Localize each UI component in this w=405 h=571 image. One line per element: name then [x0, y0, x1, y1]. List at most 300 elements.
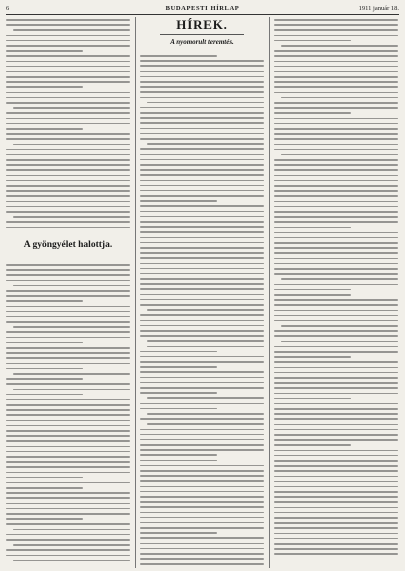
text-line — [13, 389, 130, 391]
text-line — [274, 55, 398, 57]
column-divider — [135, 17, 136, 568]
text-line — [6, 71, 130, 73]
text-line — [6, 164, 130, 166]
text-line — [147, 397, 264, 399]
text-line — [274, 553, 398, 555]
text-line — [6, 40, 130, 42]
text-line — [140, 543, 264, 545]
text-line — [140, 117, 264, 119]
section-rule — [160, 34, 244, 35]
text-line — [140, 439, 264, 441]
text-line — [140, 392, 217, 394]
text-line — [6, 466, 130, 468]
text-line — [6, 19, 130, 21]
text-line — [140, 294, 264, 296]
text-line — [274, 455, 398, 457]
text-line — [140, 185, 264, 187]
text-line — [274, 263, 398, 265]
text-line — [274, 408, 398, 410]
text-line — [140, 501, 264, 503]
text-line — [274, 180, 398, 182]
text-line — [140, 195, 264, 197]
column-divider — [269, 17, 270, 568]
text-line — [6, 461, 130, 463]
text-line — [6, 534, 130, 536]
article-headline: A nyomorult teremtés. — [170, 38, 234, 46]
text-line — [274, 507, 398, 509]
text-line — [274, 460, 398, 462]
text-line — [6, 154, 130, 156]
text-line — [140, 107, 264, 109]
text-line — [140, 496, 264, 498]
text-line — [274, 190, 398, 192]
text-line — [6, 138, 130, 140]
text-line — [13, 529, 130, 531]
text-line — [140, 512, 264, 514]
text-line — [274, 169, 398, 171]
text-line — [140, 205, 264, 207]
text-line — [274, 439, 398, 441]
text-line — [6, 290, 130, 292]
text-line — [140, 377, 264, 379]
text-line — [140, 216, 264, 218]
text-line — [140, 506, 264, 508]
text-line — [140, 122, 264, 124]
text-line — [140, 558, 264, 560]
text-line — [274, 538, 398, 540]
text-line — [6, 306, 130, 308]
text-line — [274, 356, 351, 358]
text-line — [274, 444, 351, 446]
text-line — [274, 206, 398, 208]
text-line — [274, 372, 398, 374]
masthead: BUDAPESTI HÍRLAP — [165, 5, 240, 12]
column-2 — [140, 17, 264, 568]
text-line — [274, 491, 398, 493]
text-line — [6, 76, 130, 78]
page-number: 6 — [6, 5, 10, 12]
text-line — [274, 284, 398, 286]
text-line — [274, 361, 398, 363]
text-line — [6, 497, 130, 499]
text-line — [274, 476, 398, 478]
text-line — [6, 61, 130, 63]
text-line — [274, 512, 398, 514]
text-line — [6, 50, 83, 52]
column-1 — [6, 17, 130, 568]
text-line — [6, 206, 130, 208]
text-line — [6, 97, 130, 99]
text-line — [274, 29, 398, 31]
text-line — [140, 273, 264, 275]
text-line — [6, 169, 130, 171]
text-line — [274, 450, 398, 452]
text-line — [140, 351, 217, 353]
text-line — [6, 295, 130, 297]
text-line — [147, 143, 264, 145]
text-line — [6, 404, 130, 406]
text-line — [6, 555, 130, 557]
text-line — [140, 371, 264, 373]
text-line — [6, 316, 130, 318]
text-line — [274, 258, 398, 260]
text-line — [140, 71, 264, 73]
text-line — [274, 299, 398, 301]
text-line — [140, 81, 264, 83]
text-line — [274, 335, 398, 337]
text-line — [274, 144, 398, 146]
text-line — [274, 429, 398, 431]
text-line — [140, 86, 264, 88]
text-line — [274, 133, 398, 135]
text-line — [13, 216, 130, 218]
text-line — [140, 449, 264, 451]
text-line — [140, 112, 264, 114]
text-line — [140, 169, 264, 171]
text-line — [6, 378, 83, 380]
text-line — [140, 60, 264, 62]
text-line — [274, 403, 398, 405]
text-line — [274, 247, 398, 249]
text-line — [274, 50, 398, 52]
text-line — [274, 470, 398, 472]
text-line — [6, 280, 130, 282]
text-line — [274, 418, 398, 420]
text-line — [274, 522, 398, 524]
text-line — [274, 128, 398, 130]
text-line — [6, 123, 130, 125]
text-line — [13, 144, 130, 146]
text-line — [6, 456, 130, 458]
text-line — [6, 472, 130, 474]
text-line — [274, 304, 398, 306]
text-line — [274, 424, 398, 426]
text-line — [140, 65, 264, 67]
text-line — [6, 440, 130, 442]
text-line — [140, 211, 264, 213]
text-line — [6, 357, 130, 359]
text-line — [140, 268, 264, 270]
text-line — [6, 133, 130, 135]
text-line — [6, 523, 130, 525]
text-line — [140, 537, 264, 539]
text-line — [274, 387, 398, 389]
text-line — [274, 289, 351, 291]
text-line — [6, 342, 83, 344]
text-line — [140, 148, 264, 150]
text-line — [6, 227, 130, 229]
text-line — [274, 315, 398, 317]
text-line — [274, 66, 398, 68]
text-line — [6, 482, 130, 484]
text-line — [6, 331, 130, 333]
text-line — [274, 24, 398, 26]
text-line — [140, 465, 264, 467]
text-line — [140, 190, 264, 192]
text-line — [6, 264, 130, 266]
text-line — [140, 174, 264, 176]
text-line — [274, 434, 398, 436]
text-line — [274, 486, 398, 488]
text-line — [6, 352, 130, 354]
text-line — [274, 367, 398, 369]
text-line — [274, 81, 398, 83]
text-line — [140, 444, 264, 446]
text-line — [274, 496, 398, 498]
text-line — [6, 300, 83, 302]
text-line — [6, 347, 130, 349]
text-line — [140, 325, 264, 327]
text-line — [140, 283, 264, 285]
text-line — [140, 330, 264, 332]
text-line — [6, 128, 83, 130]
text-line — [6, 425, 130, 427]
text-line — [140, 320, 264, 322]
text-line — [6, 409, 130, 411]
text-line — [6, 414, 130, 416]
text-line — [6, 399, 130, 401]
text-line — [140, 76, 264, 78]
text-line — [281, 341, 398, 343]
text-line — [6, 451, 130, 453]
text-line — [281, 45, 398, 47]
text-line — [274, 501, 398, 503]
text-line — [140, 491, 264, 493]
text-line — [6, 195, 130, 197]
text-line — [140, 231, 264, 233]
text-line — [274, 252, 398, 254]
text-line — [274, 330, 398, 332]
text-block — [274, 19, 398, 559]
text-line — [147, 340, 264, 342]
text-line — [6, 185, 130, 187]
column-3 — [274, 17, 398, 568]
text-line — [140, 434, 264, 436]
text-line — [6, 81, 130, 83]
text-line — [274, 273, 398, 275]
text-line — [6, 503, 130, 505]
text-line — [274, 548, 398, 550]
text-block — [6, 19, 130, 232]
text-line — [274, 294, 351, 296]
text-line — [6, 368, 83, 370]
text-line — [13, 107, 130, 109]
text-line — [281, 325, 398, 327]
text-line — [13, 326, 130, 328]
text-line — [274, 123, 398, 125]
text-line — [140, 480, 264, 482]
text-line — [140, 263, 264, 265]
text-line — [274, 40, 351, 42]
text-line — [140, 200, 217, 202]
text-block — [140, 55, 264, 568]
text-line — [140, 470, 264, 472]
text-line — [6, 513, 130, 515]
text-line — [140, 138, 264, 140]
text-line — [274, 92, 398, 94]
text-line — [274, 211, 398, 213]
text-line — [274, 138, 398, 140]
text-line — [140, 403, 264, 405]
text-line — [274, 76, 398, 78]
text-line — [140, 361, 264, 363]
text-line — [147, 346, 264, 348]
text-line — [13, 544, 130, 546]
text-line — [140, 486, 264, 488]
text-line — [140, 299, 264, 301]
text-line — [140, 221, 264, 223]
text-line — [274, 19, 398, 21]
text-line — [6, 446, 130, 448]
text-line — [6, 112, 130, 114]
page-header — [6, 3, 399, 14]
text-line — [6, 549, 130, 551]
text-line — [147, 423, 264, 425]
text-line — [281, 154, 398, 156]
text-line — [6, 201, 130, 203]
text-line — [140, 418, 264, 420]
text-line — [140, 532, 217, 534]
text-line — [274, 543, 398, 545]
text-line — [6, 118, 130, 120]
text-line — [140, 133, 264, 135]
issue-date: 1911 január 18. — [358, 5, 399, 12]
text-line — [274, 164, 398, 166]
text-line — [274, 107, 398, 109]
text-line — [6, 508, 130, 510]
text-line — [274, 195, 398, 197]
text-line — [140, 128, 264, 130]
text-line — [274, 310, 398, 312]
text-line — [140, 548, 264, 550]
text-line — [140, 154, 264, 156]
text-line — [6, 363, 130, 365]
text-block — [6, 264, 130, 565]
text-line — [274, 377, 398, 379]
text-line — [6, 66, 130, 68]
text-line — [13, 560, 130, 562]
text-line — [274, 393, 398, 395]
text-line — [140, 475, 264, 477]
text-line — [6, 269, 130, 271]
text-line — [274, 86, 398, 88]
text-line — [140, 429, 264, 431]
text-line — [274, 268, 398, 270]
text-line — [140, 553, 264, 555]
text-line — [140, 91, 264, 93]
text-line — [6, 55, 130, 57]
text-line — [6, 337, 130, 339]
text-line — [274, 320, 398, 322]
text-line — [274, 237, 398, 239]
text-line — [6, 487, 83, 489]
text-line — [6, 45, 130, 47]
text-line — [140, 288, 264, 290]
text-line — [6, 86, 83, 88]
text-line — [6, 394, 83, 396]
text-line — [274, 149, 398, 151]
text-line — [140, 335, 264, 337]
text-line — [140, 522, 264, 524]
text-line — [140, 563, 264, 565]
text-line — [274, 118, 398, 120]
text-line — [281, 97, 398, 99]
header-rule — [6, 14, 399, 15]
text-line — [6, 435, 130, 437]
text-line — [274, 527, 398, 529]
text-line — [13, 373, 130, 375]
text-line — [6, 35, 130, 37]
text-line — [274, 71, 398, 73]
text-line — [147, 413, 264, 415]
text-line — [274, 185, 398, 187]
text-line — [140, 454, 217, 456]
text-line — [6, 477, 83, 479]
text-line — [140, 97, 264, 99]
text-line — [140, 408, 217, 410]
text-line — [140, 387, 264, 389]
text-line — [274, 227, 351, 229]
text-line — [140, 366, 217, 368]
text-line — [6, 211, 130, 213]
text-line — [140, 180, 264, 182]
text-line — [6, 159, 130, 161]
text-line — [274, 61, 398, 63]
text-line — [6, 102, 130, 104]
text-line — [274, 351, 398, 353]
text-line — [6, 274, 130, 276]
text-line — [274, 216, 398, 218]
text-line — [6, 175, 130, 177]
text-line — [274, 175, 398, 177]
text-line — [140, 237, 264, 239]
text-line — [6, 190, 130, 192]
text-line — [140, 164, 264, 166]
text-line — [140, 226, 264, 228]
text-line — [140, 257, 264, 259]
text-line — [147, 309, 264, 311]
text-line — [274, 517, 398, 519]
text-line — [6, 383, 130, 385]
text-line — [6, 221, 130, 223]
section-title: HÍREK. — [176, 17, 228, 32]
text-line — [6, 311, 130, 313]
text-line — [274, 232, 398, 234]
text-line — [140, 278, 264, 280]
text-line — [6, 24, 130, 26]
text-line — [13, 285, 130, 287]
text-line — [140, 517, 264, 519]
text-line — [140, 247, 264, 249]
text-line — [274, 533, 398, 535]
text-line — [274, 112, 351, 114]
text-line — [274, 465, 398, 467]
text-line — [274, 481, 398, 483]
text-line — [6, 492, 130, 494]
text-line — [274, 201, 398, 203]
text-line — [6, 149, 130, 151]
text-line — [13, 29, 130, 31]
text-line — [140, 55, 217, 57]
text-line — [274, 102, 398, 104]
text-line — [147, 102, 264, 104]
text-line — [6, 518, 83, 520]
text-line — [6, 92, 130, 94]
text-line — [6, 420, 130, 422]
text-line — [274, 382, 398, 384]
text-line — [6, 430, 130, 432]
text-line — [274, 159, 398, 161]
